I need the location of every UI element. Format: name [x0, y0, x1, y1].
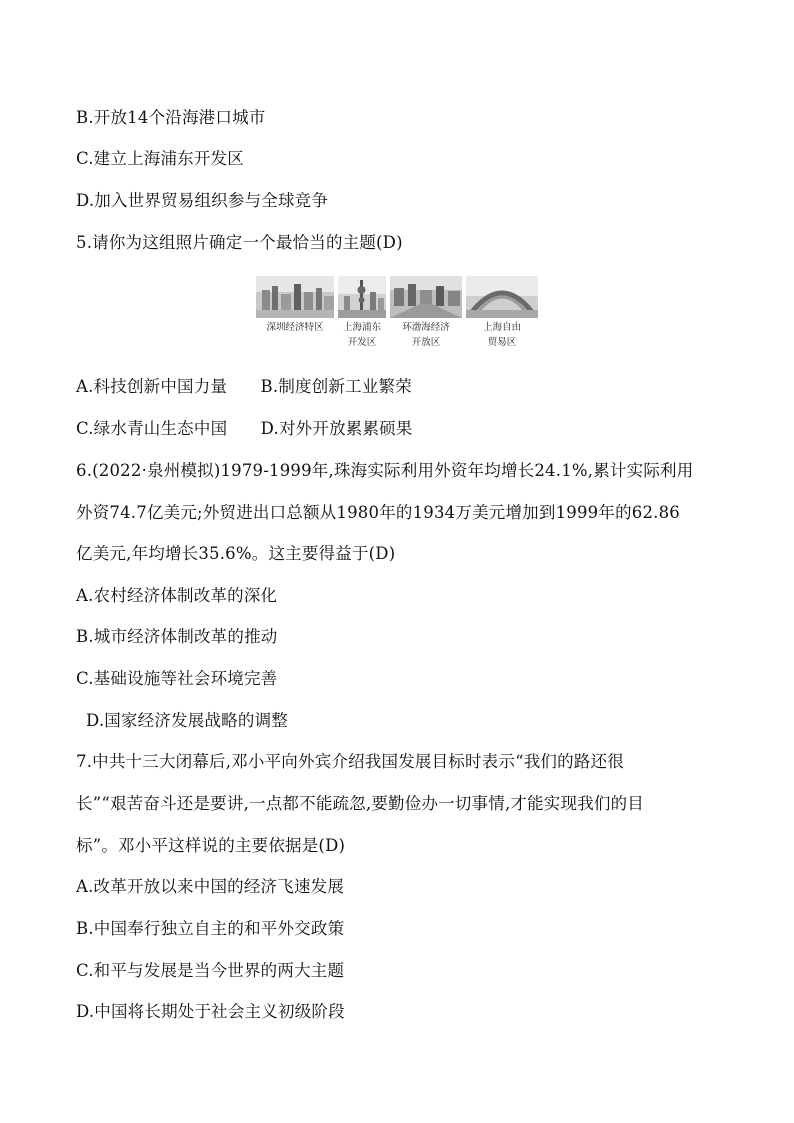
photo-bohai	[390, 276, 462, 318]
caption-pudong: 上海浦东 开发区	[342, 322, 381, 348]
q7-option-a: A.改革开放以来中国的经济飞速发展	[76, 877, 345, 896]
photo-free-trade	[466, 276, 538, 318]
q7-option-d: D.中国将长期处于社会主义初级阶段	[76, 1002, 345, 1021]
q6-option-c: C.基础设施等社会环境完善	[76, 669, 278, 688]
option-b-open-cities: B.开放14个沿海港口城市	[76, 108, 266, 127]
caption-shenzhen: 深圳经济特区	[266, 322, 324, 333]
photo-group	[256, 276, 538, 354]
q7-option-c: C.和平与发展是当今世界的两大主题	[76, 961, 345, 980]
question-7-line-2: 长”“艰苦奋斗还是要讲,一点都不能疏忽,要勤俭办一切事情,才能实现我们的目	[76, 794, 645, 813]
option-d-wto: D.加入世界贸易组织参与全球竞争	[76, 191, 329, 210]
q6-option-a: A.农村经济体制改革的深化	[76, 586, 278, 605]
caption-free-trade: 上海自由 贸易区	[482, 322, 521, 348]
caption-bohai: 环渤海经济 开放区	[402, 322, 450, 348]
photo-shenzhen	[256, 276, 334, 318]
question-6-line-1: 6.(2022·泉州模拟)1979-1999年,珠海实际利用外资年均增长24.1%,累计实际利用	[76, 461, 694, 480]
question-5: 5.请你为这组照片确定一个最恰当的主题(D)	[76, 233, 403, 252]
q6-option-d: D.国家经济发展战略的调整	[86, 711, 288, 730]
q6-option-b: B.城市经济体制改革的推动	[76, 627, 278, 646]
q5-options-cd: C.绿水青山生态中国 D.对外开放累累硕果	[76, 419, 413, 438]
photo-pudong	[338, 276, 386, 318]
question-7-line-1: 7.中共十三大闭幕后,邓小平向外宾介绍我国发展目标时表示“我们的路还很	[76, 752, 624, 771]
q5-options-ab: A.科技创新中国力量 B.制度创新工业繁荣	[76, 377, 412, 396]
q7-option-b: B.中国奉行独立自主的和平外交政策	[76, 919, 345, 938]
question-7-line-3: 标”。邓小平这样说的主要依据是(D)	[76, 836, 346, 855]
question-6-line-2: 外资74.7亿美元;外贸进出口总额从1980年的1934万美元增加到1999年的62.86	[76, 503, 681, 522]
option-c-pudong: C.建立上海浦东开发区	[76, 149, 244, 168]
question-6-line-3: 亿美元,年均增长35.6%。这主要得益于(D)	[76, 544, 396, 563]
